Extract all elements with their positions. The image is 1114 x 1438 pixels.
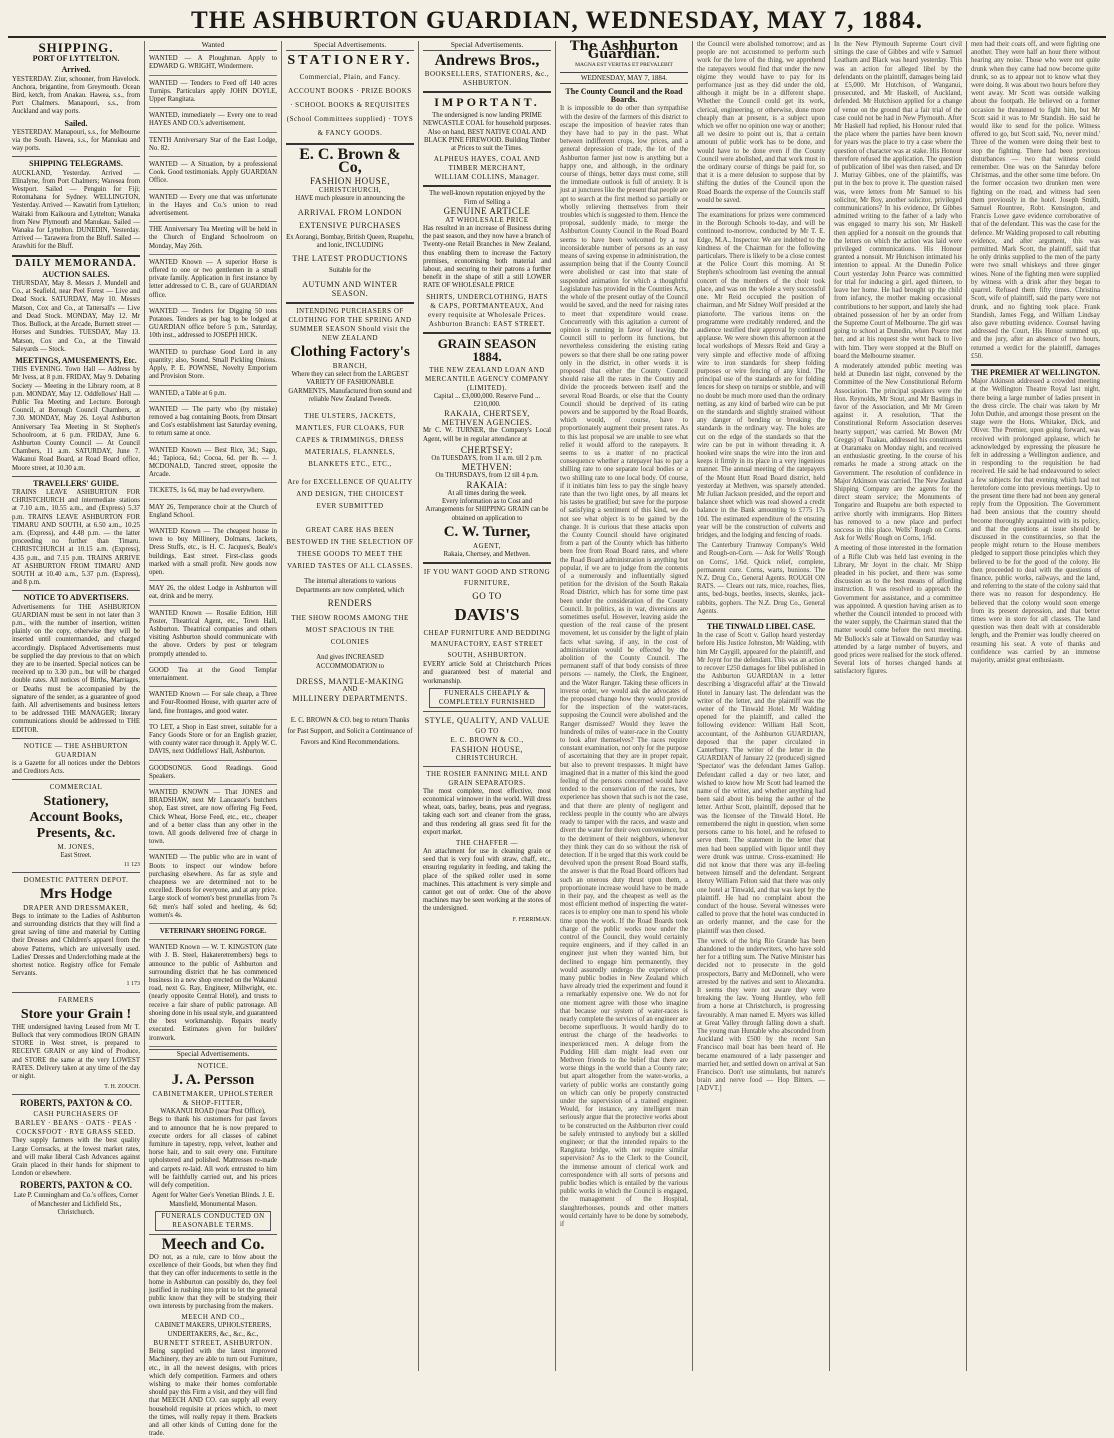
meech-text-2: Being supplied with the latest improved Machinery, they are able to turn out Furniture, etc., in all the newest designs, with prices which defy competition. Farmers and others wishing to make their homes comfortable should pay this Firm a visit, and they will find that MEECH AND CO. can supply all every household requisite at prices which, to meet the times, will really repay it them. Brackets and all other kinds of Cutting done for the trade. [149, 1348, 277, 1438]
divider [423, 332, 551, 334]
davis-trade: CHEAP FURNITURE AND BEDDING MANUFACTORY, EAST STREET SOUTH, ASHBURTON. [423, 629, 551, 660]
wanted-ad: WANTED Known — W. T. KINGSTON (late with J. B. Steel, Hakateretrembers) begs to announce to the public of Ashburton and surrounding district that he has commenced business in a new shop erected on the Wakanui road, next G. Ray, Engineer, Millwright, etc. (nearly opposite Central Hotel), and trusts to receive a fair share of public patronage. All shoeing done in his usual style, and guaranteed the best workmanship. Repairs neatly executed. Estimates given for builders' ironwork. [149, 942, 277, 1046]
divider [423, 91, 551, 93]
ticket: The well-known reputation enjoyed by the Firm of Selling a [429, 190, 545, 206]
sailed-heading: Sailed. [64, 118, 88, 128]
column-heading: Special Advertisements. [423, 41, 551, 51]
premier-text: Major Atkinson addressed a crowded meeting at the Wellington Theatre Royal last night, there being a large number of ladies present in the dress circle. The chair was taken by Mr John Duthie, and amongst those present on the stage were the Hons. Whitaker, Dick, and Oliver. The Premier, upon going forward, was received with prolonged applause, which he acknowledged by expressing the pleasure he felt in addressing a Wellington audience, and in responding to the requisition he had received. He said he had endeavoured to select a few subjects for that evening which had not heretofore come into previous meetings. Up to the present time there had not been any general reply from the Opposition. The Government had been anxious that the country should become thoroughly acquainted with its policy, and that the questions at issue should be discussed in the constituencies, so that the people might return to the House members pledged to support those principles which they believed to be for the good of the colony. He then proceeded to deal with the questions of finance, public works, railways, and the land, and referring to the state of the colony said that there was no reason for despondency. He believed that the colony would soon emerge from its present depression, and that better times were in store for all classes. The land question was then dealt with at considerable length, and the Premier was loudly cheered on resuming his seat. A vote of thanks and confidence was carried by an immense majority, amidst great enthusiasm. [971, 378, 1100, 665]
funerals-box: FUNERALS CHEAPLY & COMPLETELY FURNISHED [429, 688, 545, 708]
divider [286, 302, 414, 304]
nameplate: The Ashburton Guardian. [569, 39, 679, 63]
editorial-text: It is impossible to do other than sympathise with the desire of the farmers of this district to escape the imposition of heavier rates than they have had to pay in the past. What between indifferent crops, low prices, and a general depression of trade, the lot of the Ashburton farmer just now is anything but a happy one, and although, in the ordinary course of things, better days must come, still the immediate outlook is full of anxiety. It is just at junctures like the present that people are apt to search at the first method so partially or wholly relieving themselves from their troubles which is suggested to them. Hence the proposal, suddenly made, to merge the Ashburton County Council in the Road Board seems to have been welcomed by a not inconsiderable number of persons as an easy means of saving expense in administration, the assumption being that if the County Council were abolished or cast into that state of suspended animation for which a thoughtful Legislature has provided in the Counties Acts, the whole of the present outlay of the Council would be saved, and the need for raising rates to meet that expenditure would cease. Concurrently with this agitation a current of opinion is running in favor of leaving the Council still to perform its functions, but nevertheless considering the existing rating powers so that there shall be one rating power only in the district, in other words it is proposed that either the County Council should raise all the rates in the County and divide the proceeds between itself and the several Road Boards, or else that the County Council should be deprived of its rating powers and be supported by the Road Boards, which would, of course, have to proportionately augment their present rates. As to this last proposal we are unable to see what relief it would afford to the ratepayers. It seems to us a matter of no practical consequence whether a ratepayer has to pay a shilling rate to one separate local bodies or a two shilling rate to one local body. Of course, if it initiates him less to pay the single heavy rate than the two light ones, by all means let his tastes be gratified; but save for the purpose of satisfying a sentiment of this kind, we do not see what object is to be gained by the change. It is curious that these attacks upon the County Council should have originated from a part of the County which has hitherto been free from Road Board rates, and where the Road Board administration is anything but popular, if we are to judge from the contents of a numerously and influentially signed petition for the division of the South Rakaia Road District, which has for some time past been under the consideration of the County Council. In politics, as in war, diversions are sometimes useful. However, leaving aside the question of the real cause of the present movement, let us consider by the light of plain facts what saving, if any, in the cost of administration would be effected by the abolition of the County Council. The permanent staff of that body consists of three persons — namely, the Clerk, the Engineer, and the Water Ranger. Taking these officers in inverse order, we would ask the advocates of the proposed change how they would provide for the inspection of the water-races, supposing the Council were abolished and the Ranger dismissed? Would they leave the hundreds of miles of water-race in the County to look after themselves? The races require constant examination, not only for the purpose of ascertaining that they are in proper repair, but also to prevent trespasses. It might have imagined that in a matter of this kind the good feeling of the persons concerned would have tended to the conservation of the races, but experience has shown that such is not the case, and that there are plenty of negligent and reckless people in the county who are always ready to tamper with the races, and waste and divert the water for their own convenience, but to the detriment of their neighbors, whenever they think they can do so without the risk of detection. If it be urged that this work could be devolved upon the present Road Board staffs, the answer is that the Road Board officers had such an onerous duty thrust upon them, a proportionate increase would have to be made in their pay, and the cheapest as well as the most efficient method of inspecting the water-races is to employ one man to spend his whole time upon the work. If the Road Boards took charge of the public works now under the control of the Council, they would certainly require engineers, and if they called in an engineer just when they wanted him, but declined to engage him permanently, they would assuredly undergo the experience of many public bodies in New Zealand which have already tried the experiment and found it a remarkably expensive one. We do not for one moment agree with those who imagine that because our system of water-races is nearly complete the services of an engineer are become superfluous. It would hardly do to entrust the charge of the headworks to inexperienced men. A deluge from the Pudding Hill dam might lead even our Methven friends to the belief that there are worse things in the world than a County rate; but apart altogether from the water-works, a variety of public works are constantly going on which can only be properly constructed under the supervision of a trained engineer. Would, for instance, any intelligent man seriously argue that the protective works about to be constructed on the Ashburton river could be safely entrusted to anybody but a skilled engineer; or that the intended repairs to the Rangitata bridge, with not require similar supervision? As to the Clerk to the Council, the immense amount of clerical work and correspondence with all sorts of persons and public bodies which is entailed by the various public works in which the Council is engaged, the management of the Hospital, slaughterhouses, pounds and other matters would certainly have to be done by somebody, if [560, 105, 688, 1229]
persson-trade: CABINETMAKER, UPHOLSTERER & SHOP-FITTER, [152, 1089, 274, 1107]
wanted-ad: WANTED — A Ploughman. Apply to EDWARD G. WRIGHT, Windermere. [149, 53, 277, 75]
divider [697, 208, 825, 209]
stationery-title: STATIONERY. [287, 53, 413, 69]
cash-purchasers: CASH PURCHASERS OF [33, 1110, 119, 1119]
branch-text: Where they can select from the LARGEST VARIETY OF FASHIONABLE GARMENTS, Manufactured from sound and reliable New Zealand Tweeds. [288, 370, 412, 404]
wanted-ad: WANTED — The public who are in want of Boots to inspect our window before purchasing elsewhere. As far as style and cheapness we are determined not to be excelled. Boots for everyone, and at any price. Large stock of women's best prunellas from 7s 6d; men's half soled and heeling, 4s 6d; women's 4s. [149, 852, 277, 924]
divider [12, 779, 140, 780]
divider [12, 738, 140, 739]
go-to-2: GO TO [475, 726, 499, 735]
wanted-ad: WANTED to purchase Good Lord in any quantity; also, Sound, Small Pickling Onions. Apply, P. E. POWNSE, Novelty Emporium and Provision Store. [149, 347, 277, 386]
divider [12, 255, 140, 257]
column-heading: Wanted [149, 41, 277, 51]
wanted-ad: WANTED Known — The cheapest house in town to buy Millinery, Dolmans, Jackets, Dress Stuffs, etc., is H. C. Jacques's, Beale's buildings, East street. First-class goods marked with a small profit. New goods now open. [149, 526, 277, 581]
excellence: Are for EXCELLENCE OF QUALITY AND DESIGN, THE CHOICEST EVER SUBMITTED [287, 478, 413, 511]
chertsey: CHERTSEY: [460, 444, 514, 455]
divider [12, 590, 140, 591]
wanted-ad: WANTED — Tenders to Feed off 140 acres Turnips. Particulars apply JOHN DOYLE, Upper Rangitata. [149, 78, 277, 109]
divider [286, 143, 414, 145]
tinwald-heading: THE TINWALD LIBEL CASE. [706, 622, 816, 632]
divider [971, 364, 1100, 366]
travellers-heading: TRAVELLERS' GUIDE. [33, 478, 119, 488]
divider [697, 619, 825, 620]
wanted-ad: TENTH Anniversary Star of the East Lodge, No. 82. [149, 135, 277, 157]
column-3 [282, 41, 419, 1371]
meech-trade: CABINET MAKERS, UPHOLSTERERS, UNDERTAKERS, &c., &c., &c., [154, 1322, 272, 1338]
roberts-title: ROBERTS, PAXTON & CO. [19, 1098, 133, 1109]
arrived-text: YESTERDAY. Ziur, schooner, from Havelock. Anchora, brigantine, from Greymouth. Ocean Bird, ketch, from Anakau. Hawea, s.s., from Port Chalmers. Manapouri, s.s., from Auckland and way ports. [12, 75, 140, 116]
funerals-box: FUNERALS CONDUCTED ON REASONABLE TERMS. [155, 1211, 271, 1231]
wanted-ad: WANTED Known — Best Rice, 3d.; Sago, 4d.; Tapioca, 6d.; Cocoa, 6d. per lb. — J. MCDONALD, Tancred street, opposite the Arcade. [149, 445, 277, 484]
masthead: THE ASHBURTON GUARDIAN, WEDNESDAY, MAY 7, 1884. [8, 6, 1106, 38]
if-you-want: IF YOU WANT GOOD AND STRONG FURNITURE, [423, 568, 551, 588]
divider [423, 185, 551, 187]
domestic-heading: DOMESTIC PATTERN DEPOT. [23, 875, 129, 884]
sailed-text: YESTERDAY. Manapouri, s.s., for Melbourne via the South. Hawea, s.s., for Manukau and way ports. [12, 128, 140, 153]
notice-heading: NOTICE — THE ASHBURTON GUARDIAN [23, 741, 129, 759]
east-street: East Street. [60, 852, 92, 860]
rakaia: RAKAIA: [466, 479, 508, 490]
great-care: GREAT CARE HAS BEEN BESTOWED IN THE SELECTION OF THESE GOODS TO MEET THE VARIED TASTES OF ALL CLASSES. [286, 526, 414, 571]
wanted-ad: WANTED Known — For sale cheap, a Three and Four-Roomed House, with quarter acre of land, fine frontages, and good water. [149, 689, 277, 720]
wanted-ad: WANTED KNOWN — That JONES and BRADSHAW, next Mr Lancaster's butchers shop, East street, are now offering Fig Feed, Chick Wheat, Horse Feed, etc., etc., cheaper and of a better class than any other in the town. All goods delivered free of charge in town. [149, 787, 277, 850]
memoranda-heading: DAILY MEMORANDA. [15, 257, 137, 269]
andrews-trade: BOOKSELLERS, STATIONERS, &c., [424, 70, 550, 79]
wanted-ad: WANTED — Tenders for Digging 50 tons Potatoes. Tenders as per bag to be lodged at GUARDIAN office before 5 p.m., Saturday, 10th inst., addressed to JOSEPH HICK. [149, 306, 277, 345]
chaffer-text: An attachment for use in cleaning grain or seed that is very foul with straw, chaff, etc., ensuring regularity in feeding, and taking the place of the spiked roller used in some machines. This attachment is very simple and cannot get out of order. One of the above machines may be seen working at the stores of the undersigned. [423, 847, 551, 913]
notice-adv-heading: NOTICE TO ADVERTISERS. [23, 593, 129, 603]
meetings-text: THIS EVENING. Town Hall — Address by Mr Ivess, at 8 p.m. FRIDAY, May 9. Debating Society — Meeting in the Library room, at 8 p.m. MONDAY, May 12. Oddfellows' Hall — Public Tea Meeting and Lecture. Borough Council, at Borough Council Chambers, at 7.30. MONDAY, May 26. Loyal Ashburton Anniversary Tea Meeting in St Stephen's Schoolroom, at 6 p.m. FRIDAY, June 6. Ashburton County Council — At Council Chambers, 11 a.m. SATURDAY, June 7. Wakanui Road Board, at Road Board office, Moore street, at 10.30 a.m. [12, 366, 140, 472]
column-4 [419, 41, 556, 1371]
advert-paragraph: The Canterbury Tramway Company's Weld and Rough-on-Corn. — Ask for Wells' 'Rough on Corns', 1/6d. Quick relief, complete, permanent cure. Corns, warts, bunions. The N.Z. Drug Co., General Agents. ROUGH ON RATS. — Clears out rats, mice, roaches, flies, ants, bed-bugs, beetles, insects, skunks, jack-rabbits, gophers. The N.Z. Drug Co., General Agents. [697, 542, 825, 615]
editorial-continued: the Council were abolished tomorrow; and as people are not accustomed to perform such work for the love of the thing, we apprehend the ratepayers would find that under the new régime they would have to pay for its performance just as they did under the old, although it might be in a different shape. Whether the Council could get its work, clerical, engineering, or otherwise, done more cheaply than at present, is a subject upon which we offer no opinion one way or another; all we desire to point out is, that a certain amount of public work has to be done, and would have to be done even if the County Council were abolished, and that work must in the ordinary course of things be paid for, so that it is a mere delusion to suppose that by shifting the duties of the Council upon the Road Boards the expense of the Councils staff would be saved. [697, 41, 825, 204]
rakaia-time: At all times during the week. [447, 489, 527, 497]
meech-address: BURNETT STREET, ASHBURTON. [153, 1339, 273, 1348]
style-quality: STYLE, QUALITY, AND VALUE [424, 715, 550, 725]
persson-text: Begs to thank his customers for past favors and to announce that he is now prepared to execute orders for all classes of cabinet furniture in tapestry, repp, velvet, leather and horse hair, and to suit every one. Furniture upholstered and polished. Mattresses re-made and carpets re-laid. All work entrusted to him will be faithfully carried out, and his prices will defy competition. [149, 1116, 277, 1189]
stationery-title: Stationery, [43, 794, 109, 810]
davis-text: EVERY article Sold at Christchurch Prices and guaranteed best of material and workmanship. [423, 661, 551, 685]
arrival: ARRIVAL FROM LONDON [297, 207, 403, 217]
christchurch-2: CHRISTCHURCH. [455, 753, 519, 762]
tinwald-text: In the case of Scott v. Gallop heard yesterday before His Justice Johnston, Mr Walding, with him Mr Caygill, appeared for the plaintiff, and Mr Joynt for the defendant. This was an action to recover £250 damages for libel published in the Ashburton GUARDIAN in a letter describing a 'disgraceful affair' at the Tinwald Hotel in January last. The defendant was the writer of the letter, and the plaintiff was the owner of the Tinwald Hotel. Mr Walding opened for the plaintiff, and called the following evidence: William Hall Scott, accountant, of the Ashburton GUARDIAN, deposed that the paper circulated in Canterbury. The writer of the letter in the GUARDIAN of January 22 (produced) signed 'Spectator' was the defendant James Gallop. Defendant called a day or two later, and wished to know how Mr Scott had learned the name of the writer, and whether anything had been said about his being the author of the letter. Arthur Scott, plaintiff, deposed that he was the licensee of the Tinwald Hotel. He remembered the night in question, when some persons came to his hotel, and he refused to serve them. The statement in the letter that men had been supplied with liquor until they were drunk was untrue. Cross-examined: He did not know that there was any ill-feeling between himself and the defendant. Sergeant Henry William Felton said that there was only one hotel at Tinwald, and that was kept by the plaintiff. He had no complaint about the conduct of the house. Several witnesses were called to prove that the hotel was conducted in an orderly manner, and the case for the plaintiff was then closed. [697, 632, 825, 935]
travellers-text: TRAINS LEAVE ASHBURTON FOR CHRISTCHURCH and intermediate stations at 7.10 a.m., 10.55 a.m., and (Express) 5.37 p.m. TRAINS LEAVE ASHBURTON FOR TIMARU AND SOUTH, at 6.50 a.m., 10.25 a.m. (Express), and 4.48 p.m. — the latter proceeding no further than Timaru. CHRISTCHURCH at 10.15 a.m. (Express), 4.35 p.m., and 7.15 p.m. TRAINS ARRIVE AT ASHBURTON FROM TIMARU AND SOUTH at 10.40 a.m., 5.37 p.m. (Express), and 8 p.m. [12, 488, 140, 587]
important-title: IMPORTANT. [434, 95, 540, 110]
meetings-heading: MEETINGS, AMUSEMENTS, Etc. [15, 355, 137, 365]
christchurch: CHRISTCHURCH, [318, 186, 382, 195]
divider [12, 872, 140, 873]
wanted-ad: MAY 26, Temperance choir at the Church of England School. [149, 502, 277, 524]
fashion-2: FASHION HOUSE, [451, 744, 523, 754]
wanted-ad: VETERINARY SHOEING FORGE. [149, 926, 277, 940]
extensive-purchases: EXTENSIVE PURCHASES [299, 220, 401, 230]
ad-reference: 1 173 [126, 981, 140, 988]
news-text-3: A meeting of those interested in the formation of a Rifle Club was held last evening in the Library, Mr Joynt in the chair. Mr Shipp pleaded in his pocket, and there was some discussion as to the best means of affording instruction. It was resolved to approach the Government for assistance, and a committee was appointed. A question having arisen as to whether the Council intended to proceed with the water supply, the Chairman stated that the matter would come before the next meeting. Mr Bullock's sale at Tinwald on Saturday was attended by a large number of buyers, and good prices were realised for the stock offered. Several lots of horses changed hands at satisfactory figures. [834, 545, 962, 676]
wanted-ad: TICKETS, 1s 6d, may be had everywhere. [149, 485, 277, 499]
libel-continued: men had their coats off, and were fighting one another. They were half an hour there without hearing any noise. Those who were not quite drunk when they came had now become quite drunk, so as to appear not to know what they were doing. It was about two hours before they went away. Mr Scott was outside walking about the footpath. He believed on a former occasion he threatened to fight him, but Mr Scott said it was to Mr Standish. He said he would like to send for the police. Witness offered to go, but Scott said, 'No, never mind.' Three of the women were doing their best to stop the fighting. There had been previous disturbances — two that witness could remember. One was on the Saturday before Christmas, and the other some time before. On the former occasion two drunken men were fighting on the road, and witness had seen them previously in the hotel. Joseph Smith, Samuel Rountree, Robt. Kensington, and Francis Lowe gave evidence corroborative of that of the defendant. This was the case for the defence. Mr Walding proposed to call rebutting evidence, and after argument, this was permitted. Mark Scott, the plaintiff, said that he only drinks supplied to the men of the party were two small whiskeys and three ginger wines. None of the fighting men were supplied by witness with a drink after they began to quarrel. Refused them fifty times. Christina Scott, wife of plaintiff, said the party were not drunk, and no fighting took place. Frank Standish, James Fegg, and William Lindsay also gave rebutting evidence. Counsel having addressed the Court, His Honor summed up, and the jury, after an absence of two hours, returned a verdict for the plaintiff, damages £50. [971, 41, 1100, 360]
wanted-ad: MAY 26, the oldest Lodge in Ashburton will eat, drink and be merry. [149, 583, 277, 605]
grains-list: BARLEY · BEANS · OATS · PEAS · COCKSFOOT · RYE GRASS SEED. [15, 1119, 137, 1137]
auction-heading: AUCTION SALES. [42, 269, 110, 279]
commercial-heading: COMMERCIAL [49, 783, 103, 792]
nzloan: THE NEW ZEALAND LOAN AND MERCANTILE AGENCY COMPANY (LIMITED). [425, 365, 549, 392]
turner-title: C. W. Turner, [443, 523, 531, 540]
divider [12, 156, 140, 157]
divider [423, 711, 551, 712]
renders: RENDERS [327, 598, 373, 609]
wanted-ad: THE Anniversary Tea Meeting will be held in the Church of England Schoolroom on Monday, May 26th. [149, 224, 277, 255]
draper-subtitle: DRAPER AND DRESSMAKER, [23, 903, 129, 912]
alterations: The internal alterations to various Departments are now completed, which [295, 578, 405, 594]
wanted-ad: WANTED Known — A superior Horse is offered to one or two gentlemen in a small private family. Application in first instance by letter addressed to C. B., care of GUARDIAN office. [149, 257, 277, 304]
divider [12, 992, 140, 993]
wanted-ad: WANTED, a Table at 6 p.m. [149, 388, 277, 402]
dress: DRESS, MANTLE-MAKING [296, 677, 404, 687]
chertsey-time: On TUESDAYS, from 11 a.m. till 2 p.m. [431, 454, 543, 462]
column-6 [693, 41, 830, 1371]
showrooms: THE SHOW ROOMS AMONG THE MOST SPACIOUS IN THE COLONIES [291, 614, 409, 647]
wanted-ad: WANTED Known — Rosalie Edition, Hill Poster, Theatrical Agent, etc., Town Hall, Ashburton. Theatrical companies and others visiting Ashburton should communicate with the above. Orders by post or telegram promptly attended to. [149, 608, 277, 663]
hodge-text: Begs to intimate to the Ladies of Ashburton and surrounding districts that they will find a great saving of time and material by Cutting their Dresses and Children's apparel from the above Patterns, which are universally used. Ladies' Dresses and Underclothing made at the shortest notice. Registry office for Female Servants. [12, 912, 140, 978]
millinery: MILLINERY DEPARTMENTS. [292, 694, 408, 704]
farmers-heading: FARMERS [58, 995, 94, 1004]
wanted-ads [149, 53, 277, 1047]
andrews-address: ASHBURTON. [462, 79, 512, 88]
hayes-name: ALPHEUS HAYES, COAL AND TIMBER MERCHANT, [433, 155, 541, 173]
special-heading: Special Advertisements. [149, 1049, 277, 1060]
thanks: E. C. BROWN & CO. beg to return Thanks for Past Support, and Solicit a Continuance of Favors and Kind Recommendations. [287, 717, 413, 747]
shipping-heading: SHIPPING. [38, 40, 114, 55]
stationery-list: Commercial, Plain, and Fancy. ACCOUNT BOOKS · PRIZE BOOKS · SCHOOL BOOKS & REQUISITES (School Committees supplied) · TOYS & FANCY GOODS. [286, 73, 414, 138]
auction-text: THURSDAY, May 8. Messrs J. Mundell and Co., at Seafield, near Peel Forest — Live and Dead Stock. SATURDAY, May 10. Messrs Matson, Cox and Co., at Tattersall's — Live and Dead Stock. MONDAY, May 12. Mr Thos. Bullock, at the Arcade, Burnett street — Horses and Sundries. TUESDAY, May 13. Matson, Cox and Co., at the Tinwald Saleyards — Stock. [12, 280, 140, 353]
important-text: The undersigned is now landing PRIME NEWCASTLE COAL for household purposes. Also on hand, BEST NATIVE COAL AND BLACK PINE FIREWOOD. Building Timber at Prices to suit the Times. [423, 112, 551, 153]
brown-intro: HAVE much pleasure in announcing the [295, 195, 405, 203]
persson-agent: Agent for Walter Gee's Venetian Blinds. J. E. Mansfield, Monumental Mason. [151, 1192, 275, 1208]
brown-title: E. C. Brown & Co, [299, 146, 401, 177]
meech-title-2: MEECH AND CO., [181, 1313, 245, 1322]
agent: AGENT, [473, 541, 501, 550]
genuine-article: GENUINE ARTICLE [443, 206, 531, 217]
wholesale: AT WHOLESALE PRICE [445, 216, 529, 225]
ferriman-signature: F. FERRIMAN. [512, 916, 551, 923]
meech-text: DO not, as a rule, care to blow about the excellence of their Goods, but when they find that they can offer inducements to settle in the home in Ashburton can possibly do, they feel justified in rushing into print to let the general public know that they will be studying their own interests by purchasing from the makers. [149, 1253, 277, 1311]
gives: And gives INCREASED ACCOMMODATION to [315, 654, 385, 670]
autumn-winter: AUTUMN AND WINTER SEASON. [302, 279, 398, 298]
column-1 [8, 41, 145, 1371]
dateline: WEDNESDAY, MAY 7, 1884. [560, 72, 688, 84]
purchases-text: Ex Aorangi, Bombay, British Queen, Ruapehu, and Ionic, INCLUDING [286, 233, 414, 250]
wholesale-text: Has resulted in an increase of Business during the past season, and they now have a branch of Twenty-one Retail Branches in New Zealand, thus enabling them to increase the Factory premises, economising both material and labour, and securing to their patrons a further benefit in the shape of still a still LOWER RATE OF WHOLESALE PRICE [423, 225, 551, 290]
ad-reference: 11 123 [123, 861, 140, 868]
branch: BRANCH, [332, 361, 368, 370]
turner-text: Mr C. W. TURNER, the Company's Local Agent, will be in regular attendance at [423, 427, 551, 443]
mrs-hodge-title: Mrs Hodge [39, 885, 113, 902]
divider [423, 562, 551, 564]
wreck-text: The wreck of the brig Rio Grande has been abandoned to the underwriters, who have sold her for a trifling sum. The Native Minister has decided not to prosecute in the gold prospectors, Barry and McDonnell, who were arrested by the natives and sent to Alexandra. It seems they were not aware they were breaking the law. Young Huntley, who fell from a horse at Christchurch, is progressing favourably. A man named E. Myers was killed at Great Valley through falling down a shaft. The young man Huntable who absconded from Auckland with £500 by the recent San Francisco mail boat has been heard of. He became enamoured of a lady passenger and married her, and settled down on arrival at San Francisco. Don't use stimulants, but nature's brain and nerve food — Hop Bitters. — [ADVT.] [697, 937, 825, 1093]
wanted-ad: GOODSONGS. Good Readings. Good Speakers. [149, 763, 277, 785]
rosier-title: THE ROSIER FANNING MILL AND GRAIN SEPARATORS. [426, 769, 548, 787]
columns [8, 39, 1106, 1438]
andrews-title: Andrews Bros., [434, 52, 540, 70]
intending-purchasers: INTENDING PURCHASERS OF CLOTHING FOR THE SPRING AND SUMMER SEASON Should visit the NEW ZEALAND [288, 306, 412, 342]
turner-address: Rakaia, Chertsey, and Methven. [443, 550, 531, 558]
and: AND [342, 686, 358, 694]
premier-heading: THE PREMIER AT WELLINGTON. [971, 367, 1100, 377]
fashion-house: FASHION HOUSE, [310, 176, 390, 187]
methven: METHVEN: [461, 462, 513, 473]
telegrams-text: AUCKLAND, Yesterday. Arrived — Elinalyne, from Port Chalmers; Waresea from Westport. Sailed — Penguin for Fiji; Rotomahana for Sydney. WELLINGTON, Yesterday. Arrived — Kawatiri from Lyttelton; Waitaki from Kaikoura and Lyttelton; Wanaka from New Plymouth and Manukau. Sailed — Wanaka for Lyttelton. DUNEDIN, Yesterday. Arrived — Tarawera from the Bluff. Sailed — Arawhiti for the Bluff. [12, 169, 140, 251]
roberts-address: Late P. Cunningham and Co.'s offices, Corner of Manchester and Lichfield Sts., Christchurch. [13, 1192, 139, 1217]
wanted-ad: GOOD Tea at the Good Templar entertainment. [149, 665, 277, 687]
info-text: Every information as to Cost and Arrangements for SHIPPING GRAIN can be obtained on application to [425, 498, 549, 522]
ulsters: THE ULSTERS, JACKETS, MANTLES, FUR CLOAKS, FUR CAPES & TRIMMINGS, DRESS MATERIALS, FLANNELS, BLANKETS ETC., ETC., [295, 412, 405, 469]
collins-manager: WILLIAM COLLINS, Manager. [434, 173, 540, 182]
port-heading: PORT OF LYTTELTON. [32, 54, 120, 64]
column-2 [145, 40, 282, 1438]
rakaia-agencies: RAKAIA, CHERTSEY, METHVEN AGENCIES. [441, 409, 533, 428]
branch-2: Ashburton Branch: EAST STREET. [428, 319, 546, 328]
arrived-heading: Arrived. [61, 65, 91, 75]
brown-2: E. C. BROWN & CO., [450, 735, 524, 744]
jones-name: M. JONES, [57, 843, 95, 852]
capital: Capital ... £3,000,000. Reserve Fund ... £210,000. [433, 392, 541, 409]
notice-adv-text: Advertisements for THE ASHBURTON GUARDIAN must be sent in not later than 3 p.m., with the number of insertion, written plainly on the copy, otherwise they will be inserted until countermanded, and charged accordingly. Displaced Advertisements must be supplied the day previous to that on which they are to be inserted. Special notices can be received up to 3.30 p.m., but will be charged double rates. All notices of Births, Marriages, or Deaths must be accompanied by the signature of the sender, as a guarantee of good faith. All advertisements and business letters to be addressed THE MANAGER; literary communications should be addressed to THE EDITOR. [12, 603, 140, 734]
news-text-2: A moderately attended public meeting was held at Dunedin last night, convened by the Committee of the New Constitutional Reform Association. The principal speakers were the Hon. Reynolds, Mr Stout, and Mr Bastings in favor of the Association, and Mr Mr Green against it. A resolution, 'That the Constitutional Reform Association deserves hearty support,' was carried. Mr Bowen (Mr Greggs) of Tuakau, addressed his constituents at Otaramaku on Monday night, and received an enthusiastic greeting. In the course of his remarks he made a strong attack on the Government. The resolution of confidence in Major Atkinson was carried. The New Zealand Shipping Company are the agents for the direct steam service; the Monuments of Tongariro and Ruapehu are both expected to arrive shortly with immigrants. Hop Bitters has removed to a new place and perfect success in this place. Wells' Rough on Corns. Ask for Wells' Rough on Corns, 1/6d. [834, 362, 962, 543]
store-grain-title: Store your Grain ! [20, 1006, 132, 1022]
divider [423, 766, 551, 767]
persson-title: J. A. Persson [171, 1071, 255, 1088]
chaffer-title: THE CHAFFER — [455, 838, 519, 847]
notice-body: is a Gazette for all notices under the Debtors and Creditors Acts. [12, 759, 140, 776]
davis-title: DAVIS'S [454, 605, 520, 625]
column-8 [967, 41, 1104, 1371]
latest-productions: THE LATEST PRODUCTIONS [292, 254, 408, 264]
local-news: The examinations for prizes were commenced in the Borough Schools to-day, and will be continued to-morrow, conducted by Mr T. E. Edge, M.A., Inspector. We are indebted to the kindness of the Chairman for the following particulars. There is likely to be a close contest at the Police Court this morning. At St Stephen's schoolroom last evening the annual concert of the members of the choir took place, and was on the whole a very successful one. Mr Reid occupied the position of chairman, and Mr Sidney Wolf presided at the pianoforte. The various items on the programme were creditably rendered, and the audience testified their approval by continued applause. We were shown this afternoon at the local workshops of Messrs Reid and Gray a very simple and effective mode of affixing wire to iron standards for sheep folding purposes or wire fencing of any kind. The principal use of the standards are for folding fences for sheep on turnips or stubble, and will no doubt be much more used than the ordinary netting, as any kind of barbed wire can be put on the standards and slightly strained without any danger of bending or breaking the standards in the ordinary way. The holes are cut on the edge of the standards so that the wire can be put in without threading it. A hooked wire snaps the wire into the iron and keeps it firmly in its place in a very ingenious manner. The annual meeting of the ratepayers of the Mount Hutt Road Board district, held yesterday at Methven, was sparsely attended. Mr Julian Jackson presided, and the report and balance sheet which was read showed a credit balance in the Bank amounting to £775 17s 10d. The estimated expenditure of the ensuing year will be the construction of culverts and bridges, and the lodging and fencing of roads. [697, 212, 825, 539]
meech-title: Meech and Co. [161, 1235, 265, 1253]
divider [12, 1094, 140, 1095]
wanted-ad: WANTED, immediately — Every one to read HAYES AND CO.'s advertisement. [149, 110, 277, 132]
shirts: SHIRTS, UNDERCLOTHING, HATS & CAPS, PORTMANTEAUX, And every requisite at Wholesale Prices. [426, 292, 548, 319]
motto: MAGNA EST VERITAS ET PREVALEBIT [575, 62, 673, 69]
account-books-title: Account Books, [29, 810, 123, 826]
editorial-title: The County Council and the Road Boards. [565, 87, 683, 105]
wanted-ad: WANTED — The party who (by mistake) removed a bag containing Boots, from Dinsart and Cos's establishment last Saturday evening, to return same at once. [149, 404, 277, 443]
grain-text: THE undersigned having Leased from Mr T. Bullock that very commodious IRON GRAIN STORE in West street, is prepared to RECEIVE GRAIN or any kind of Produce, and STORE the same at the very LOWEST RATES. Delivery taken at any time of the day or night. [12, 1023, 140, 1080]
roberts-text: They supply farmers with the best quality Large Cornsacks, at the lowest market rates, and will make liberal Cash Advances against Grain placed in their hands for shipment to London or elsewhere. [12, 1137, 140, 1178]
zouch-signature: T. H. ZOUCH. [104, 1084, 140, 1091]
grain-season: GRAIN SEASON 1884. [437, 335, 537, 364]
column-heading: Special Advertisements. [286, 41, 414, 51]
rosier-text: The most complete, most effective, most economical winnower in the world. Will dress wheat, oats, barley, beans, peas and ryegrass, taking each sort and cleaner from the grass, and thus rendering all grass seed fit for the export market. [423, 787, 551, 836]
divider [149, 1234, 277, 1235]
roberts-title-2: ROBERTS, PAXTON & CO. [19, 1180, 133, 1191]
clothing-factory-title: Clothing Factory's [290, 343, 410, 360]
suitable: Suitable for the [329, 267, 371, 275]
presents-title: Presents, &c. [36, 826, 116, 842]
divider [12, 476, 140, 477]
column-5 [556, 41, 693, 1371]
telegrams-heading: SHIPPING TELEGRAMS. [29, 159, 123, 169]
column-7 [830, 41, 967, 1371]
news-text-1: In the New Plymouth Supreme Court civil sittings the case of Gibbes and wife v Samuel Leatham and Black was heard yesterday. This was an action for alleged libel by the defendants on the plaintiff, damages being laid at £5,000. Mr Hutchison, of Wanganui, prosecuted, and Mr Haskell, of Auckland, defended. Mr Hutchison applied for a change of venue on the ground that a fair trial of the case could not be had in New Plymouth. After Mr Haskell had replied, his Honour ruled that the place where the parties have been known for years was the place to try a case where the question of character was at stake. His Honour therefore refused the application. The question of publication of libel was then raised, and Dr J. Murray Gibbes, one of the plaintiffs, was put in the box to prove it. The question raised was, were letters from Mr Samuel to his solicitor, Mr Roy, another solicitor, privileged communications? In his evidence, Dr Gibbes admitted writing to the father of a lady who was engaged to marry his son, Mr Haskell then applied for a nonsuit on the grounds that the letters on which the action was laid were privileged communications. His Honour granted a nonsuit. Mr Hutchison intimated his intention to appeal. At the Dunedin Police Court yesterday John Pearce was committed for trial for inducing a girl, aged thirteen, to leave her home. He had brought up the child from infancy, the mother making occasional contributions to her support, and lately she had obtained possession of her by an order from the Supreme Court of Melbourne. The girl was going to school at Dunedin, when Pearce met her, and at his request she went back to live with him. They were stopped at the Bluff on board the Melbourne steamer. [834, 41, 962, 360]
methven-time: On THURSDAYS, from 12 till 4 p.m. [435, 472, 539, 480]
wanted-ad: WANTED — A Situation, by a professional Cook. Good testimonials. Apply GUARDIAN Office. [149, 159, 277, 190]
go-to: GO TO [472, 591, 502, 602]
persson-address: WAKANUI ROAD (near Post Office), [160, 1107, 266, 1115]
wanted-ad: WANTED — Every one that was unfortunate in the Hayes and Co.'s union to read advertisement. [149, 192, 277, 223]
wanted-ad: TO LET, a Shop in East street, suitable for a Fancy Goods Store or for an English grazier, with county water race through it. Apply W. C. DAVIS, next Oddfellows' Hall, Ashburton. [149, 722, 277, 761]
persson-notice: NOTICE. [197, 1061, 229, 1070]
